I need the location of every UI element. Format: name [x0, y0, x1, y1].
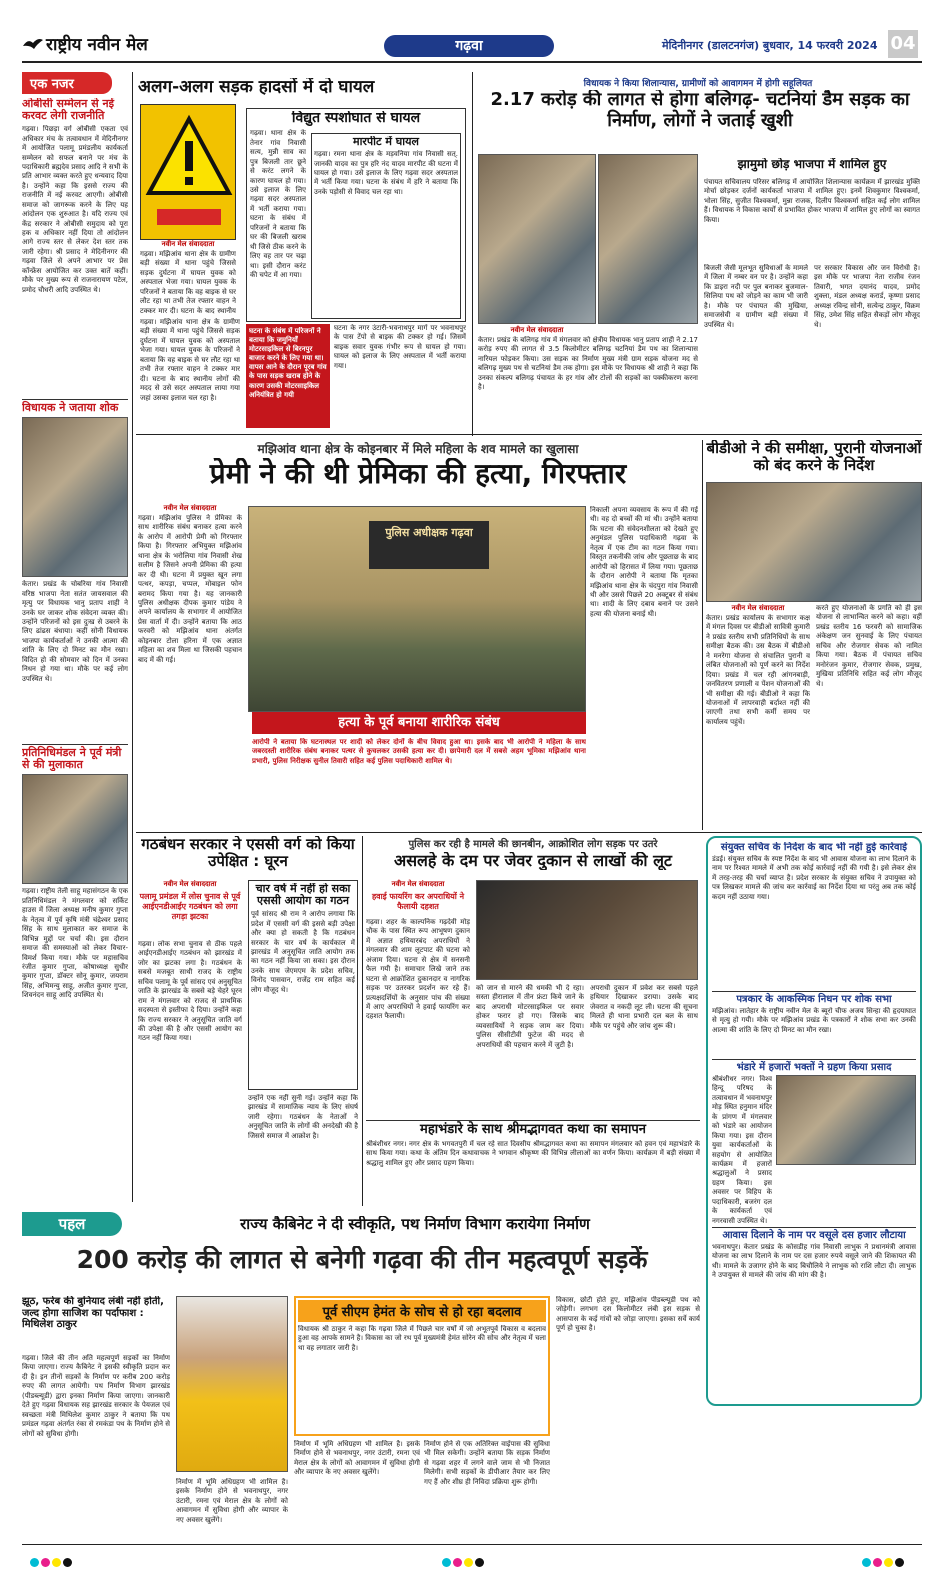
- accident-redbox-text: घटना के संबंध में परिजनों ने बताया कि जमुनियाँ मोटरसाइकिल से बिरनपुर बाजार करने के लिए गया था। वापस आने के दौरान पूरब गांव के पास सड़क खराब होने के कारण उसकी मोटरसाइकिल अनियंत्रित हो गयी: [249, 327, 327, 399]
- accident-byline: नवीन मेल संवाददाता: [161, 240, 215, 248]
- swatch-yellow-icon: [464, 1558, 473, 1567]
- bdo-body2: करते हुए योजनाओं के प्रगति को ही इस योजना से लाभान्वित करने को कहा। वहीं प्रखंड स्तरीय 16 फरवरी को सामाजिक अंकेक्षण जन सुनवाई के लिए पंचायत सचिव और रोजगार सेवक को नामित किया गया। बैठक में पंचायत सचिव मनोरंजन कुमार, रोजगार सेवक, प्रमुख, मुखिया प्रतिनिधि सहित कई लोग मौजूद थे।: [816, 604, 922, 688]
- alliance-subhead: पलामू प्रमंडल में लोस चुनाव से पूर्व आईएनडीआईए गठबंधन को लगा तगड़ा झटका: [139, 892, 241, 921]
- condolence-headline: विधायक ने जताया शोक: [22, 399, 128, 414]
- murder-caption: आरोपी ने बताया कि घटनास्थल पर शादी को लेकर दोनों के बीच विवाद हुआ था। इसके बाद भी आरोपी ने महिला के साथ जबरदस्ती शारीरिक संबंध बनाकर पत्थर से कुचलकर उसकी हत्या कर दी। छापेमारी दल में सबसे अहम भूमिका मझिआंव थाना प्रभारी, पुलिस निरीक्षक सुनील तिवारी सहित कई पुलिस पदाधिकारी शामिल थे।: [252, 738, 586, 765]
- condolence-meet-headline: पत्रकार के आकस्मिक निधन पर शोक सभा: [712, 991, 916, 1005]
- bhandara-row: [712, 1075, 916, 1225]
- beat-headline: मारपीट में घायल: [353, 136, 419, 148]
- registration-marks-center: [442, 1552, 486, 1571]
- electric-box: [246, 108, 466, 322]
- alliance-box-headline: चार वर्ष में नहीं हो सका एससी आयोग का गठन: [255, 883, 351, 908]
- page-number: 04: [888, 30, 918, 58]
- accident-body3: गढ़वा। मझिआंव थाना क्षेत्र के ग्रामीण बड़ी संख्या में थाना पहुंचे जिससे सड़क दुर्घटना में घायल युवक को अस्पताल भेजा गया। घायल युवक के परिजनों ने बताया कि वह बाइक से घर लौट रहा था तभी तेज रफ्तार वाहन ने टक्कर मार दी। घटना के बाद स्थानीय लोगों की मदद से उसे सदर अस्पताल लाया गया जहां उसका इलाज चल रहा है।: [140, 318, 240, 402]
- robbery-kicker: पुलिस कर रही है मामले की छानबीन, आक्रोशित लोग सड़क पर उतरे: [408, 839, 658, 850]
- bdo-body: केतार। प्रखंड कार्यालय के सभागार कक्ष में मंगल दिवस पर बीडीओ सावित्री कुमारी ने प्रखंड स्तरीय सभी प्रतिनिधियों के साथ समीक्षा बैठक की। उस बैठक में बीडीओ ने मनरेगा योजना से संचालित पुरानी व लंबित योजनाओं को पूर्ण करने का निर्देश दिया। प्रखंड में चल रही आंगनबाड़ी, जनवितरण प्रणाली व पेंशन योजनाओं की भी समीक्षा की गई। बीडीओ ने कहा कि योजनाओं में लापरवाही बर्दाश्त नहीं की जाएगी तथा सभी कर्मी समय पर कार्यालय पहुंचें।: [706, 614, 810, 726]
- alliance-box: [248, 880, 358, 1090]
- alliance-divider: [362, 836, 363, 1206]
- bhagwat-headline: महाभंडारे के साथ श्रीमद्भागवत कथा का समापन: [366, 1120, 700, 1138]
- beat-body: गढ़वा। रमना थाना क्षेत्र के मड़वनिया गांव निवासी सत्. जानकी यादव का पुत्र हरि नंद यादव मारपीट की घटना में घायल हो गया। उसे इलाज के लिए गढ़वा सदर अस्पताल में भर्ती किया गया। घटना के संबंध में हरि ने बताया कि उनके पड़ोसी से विवाद चल रहा था।: [314, 150, 458, 196]
- road-body: केतार। प्रखंड के बलिगढ़ गांव में मंगलवार को क्षेत्रीय विधायक भानु प्रताप शाही ने 2.17 करोड़ रुपए की लागत से 3.5 किलोमीटर बलिगढ़ चटनियां डैम पथ का शिलान्यास नारियल फोड़कर किया। उस सड़क का निर्माण मुख्य मंत्री ग्राम सड़क योजना मद से बलिगढ़ मुख्य पथ से चटनियां डैम तक होगा। इस मौके पर विधायक श्री शाही ने कहा कि उनका संकल्प बलिगढ़ पंचायत के हर गांव और टोलों की सड़कों का पक्कीकरण करना है।: [478, 336, 698, 392]
- section-name: गढ़वा: [455, 38, 483, 54]
- bdo-photo: [706, 482, 922, 602]
- murder-body-right: निकाली अपना व्यवसाय के रूप में की गई थी। वह दो बच्चों की मां थी। उन्होंने बताया कि घटना की संवेदनशीलता को देखते हुए अनुमंडल पुलिस पदाधिकारी गढ़वा के नेतृत्व में एक टीम का गठन किया गया। विस्तृत तकनीकी जांच और पूछताछ के बाद आरोपी को हिरासत में लिया गया। पूछताछ के दौरान आरोपी ने बताया कि मृतका मझिआंव थाना क्षेत्र के चंदपुरा गांव निवासी थी और उससे पिछले 20 अक्टूबर से संबंध था। शादी के लिए दबाव बनाने पर उसने हत्या की योजना बनाई थी।: [590, 506, 698, 618]
- condolence-body: केतार। प्रखंड के चोबरिया गांव निवासी वरिष्ठ भाजपा नेता सतंत जायसवाल की मृत्यु पर विधायक भानु प्रताप शाही ने उनके घर जाकर शोक संवेदना व्यक्त की। उन्होंने परिजनों को इस दुःख से उबरने के लिए ढांढस बंधाया। कहीं सोनी विधायक भाजपा कार्यकर्ताओं ने उनकी आत्मा की शांति के लिए दो मिनट का मौन रखा। विदित हो की सोमवार को दिन में उनका निधन हो गया था। मौके पर कई लोग उपस्थित थे।: [22, 580, 128, 683]
- swatch-magenta-icon: [873, 1558, 882, 1567]
- accident-redbox: [246, 324, 330, 428]
- bdo-headline: बीडीओ ने की समीक्षा, पुरानी योजनाओं को बंद करने के निर्देश: [706, 440, 922, 475]
- hemant-box: [294, 1296, 550, 1436]
- electric-headline: विद्युत स्पर्शाघात से घायल: [291, 111, 421, 126]
- ek-nazar-tag: एक नजर: [22, 72, 112, 94]
- bhandara-photo: [776, 1075, 916, 1165]
- paper-name: राष्ट्रीय नवीन मेल: [46, 35, 148, 55]
- beat-box: [311, 133, 461, 319]
- robbery-photo: [476, 880, 698, 980]
- alliance-headline: गठबंधन सरकार ने एससी वर्ग को किया उपेक्षित : घूरन: [141, 836, 355, 871]
- road-kicker: विधायक ने किया शिलान्यास, ग्रामीणों को आवागमन में होगी सहूलियत: [583, 79, 813, 89]
- swatch-cyan-icon: [862, 1558, 871, 1567]
- registration-marks-right: [862, 1552, 906, 1571]
- registration-marks: [30, 1552, 74, 1571]
- alliance-body: गढ़वा। लोक सभा चुनाव से ठीक पहले आईएनडीआईए गठबंधन को झारखंड में जोर का झटका लगा है। गठबंधन के सबसे मजबूत साथी राजद के राष्ट्रीय सचिव पलामू के पूर्व सांसद एवं अनुसूचित जाति के झारखंड के सबसे बड़े चेहरे घूरन राम ने मंगलवार को राजद से प्राथमिक सदस्यता से इस्तीफा दे दिया। उन्होंने कहा कि राज्य सरकार ने अनुसूचित जाति वर्ग की उपेक्षा की है और एससी आयोग का गठन नहीं किया गया।: [138, 940, 242, 1043]
- murder-press-photo: [248, 506, 586, 712]
- road-headline: 2.17 करोड़ की लागत से होगा बलिगढ़- चटनियां डैम सड़क का निर्माण, लोगों ने जताई खुशी: [490, 90, 910, 131]
- housing-headline: आवास दिलाने के नाम पर वसूले दस हजार लौटाया: [712, 1227, 916, 1241]
- obc-headline: ओबीसी सम्मेलन से नई करवट लेगी राजनीति: [22, 98, 114, 123]
- section-badge: [384, 35, 554, 57]
- pahal-label: पहल: [58, 1215, 86, 1233]
- swatch-yellow-icon: [884, 1558, 893, 1567]
- murder-body-left: गढ़वा। मझिआंव पुलिस ने प्रेमिका के साथ शारीरिक संबंध बनाकर हत्या करने के आरोप में आरोपी प्रेमी को गिरफ्तार किया है। गिरफ्तार अभियुक्त मझिआंव थाना क्षेत्र के भरोलिया गांव निवासी शेख सलीम है जिसने अपनी प्रेमिका की हत्या कर दी थी। घटना में प्रयुक्त खून लगा पत्थर, कपड़ा, चप्पल, मोबाइल फोन बरामद किया गया है। यह जानकारी पुलिस अधीक्षक दीपक कुमार पांडेय ने अपने कार्यालय के सभागार में आयोजित प्रेस वार्ता में दी। उन्होंने बताया कि आठ फरवरी को मझिआंव थाना अंतर्गत कोइनबार टोला हरिना में एक अज्ञात महिला का शव मिला था जिसकी पहचान बाद में की गई।: [138, 514, 242, 664]
- mid-section-rule: [136, 832, 922, 833]
- delegation-headline: प्रतिनिधिमंडल ने पूर्व मंत्री से की मुलाकात: [22, 744, 128, 771]
- pahal-tag: [22, 1212, 122, 1236]
- alliance-body2: उन्होंने एक नहीं सुनी गई। उन्होंने कहा कि झारखंड में सामाजिक न्याय के लिए संघर्ष जारी रहेगा। गठबंधन के नेताओं ने अनुसूचित जाति के लोगों की अनदेखी की है जिससे समाज में आक्रोश है।: [248, 1094, 358, 1140]
- road-body3: पर सरकार विकास और जन विरोधी है। इस मौके पर भाजपा नेता राजीव रंजन तिवारी, भगत दयानंद यादव, प्रमोद शुक्ला, मंडल अध्यक्ष करार्ड, कृष्णा प्रसाद अध्यक्ष रविन्द्र सोनी, सत्येन्द्र ठाकुर, विक्रम सिंह, उमेश सिंह सहित सैकड़ों लोग मौजूद थे।: [814, 264, 920, 329]
- bdo-byline: नवीन मेल संवाददाता: [731, 604, 785, 612]
- accident-body: गढ़वा। मझिआंव थाना क्षेत्र के ग्रामीण बड़ी संख्या में थाना पहुंचे जिससे सड़क दुर्घटना में घायल युवक को अस्पताल भेजा गया। घायल युवक के परिजनों ने बताया कि वह बाइक से घर लौट रहा था तभी तेज रफ्तार वाहन ने टक्कर मार दी। घटना के बाद स्थानीय: [140, 250, 236, 314]
- road-details: निर्माण में भूमि अधिग्रहण भी शामिल है। इसके निर्माण होने से भवनाथपुर, नगर उंटारी, रमना एवं मेराल क्षेत्र के लोगों को आवागमन में सुविधा होगी और व्यापार के नए अवसर खुलेंगे।: [176, 1478, 288, 1524]
- left-column: [22, 72, 128, 1202]
- robbery-body: गढ़वा। शहर के काल्पनिक गढ़देवी मोड़ चौक के पास स्थित रूप आभूषण दुकान में अज्ञात हथियारबंद अपराधियों ने मंगलवार की शाम लूटपाट की घटना को अंजाम दिया। घटना से क्षेत्र में सनसनी फैल गयी है। समाचार लिखे जाने तक घटना से आक्रोशित दुकानदार व नागरिक सड़क पर उतरकर प्रदर्शन कर रहे हैं। प्रत्यक्षदर्शियों के अनुसार पांच की संख्या में आए अपराधियों ने हवाई फायरिंग कर दहशत फैलायी।: [366, 918, 470, 1021]
- top-center-divider: [472, 72, 473, 436]
- hemant-box-headline: पूर्व सीएम हेमंत के सोच से हो रहा बदलाव: [298, 1300, 546, 1322]
- road-photo-2: [598, 154, 698, 324]
- jmm-headline: झामुमो छोड़ भाजपा में शामिल हुए: [737, 158, 887, 171]
- jointsec-body: डंडई। संयुक्त सचिव के स्पष्ट निर्देश के बाद भी आवास योजना का लाभ दिलाने के नाम पर रिश्वत मामले में अभी तक कोई कार्रवाई नहीं की गयी है। इसे लेकर क्षेत्र में तरह-तरह की चर्चा व्याप्त है। प्रदेश सरकार के संयुक्त सचिव ने उपायुक्त को पत्र लिखकर मामले की जांच कर कार्रवाई का निर्देश दिया था परंतु अब तक कोई कदम नहीं उठाया गया।: [712, 855, 916, 901]
- accident-body2: घटना के नगर उंटारी-भवनाथपुर मार्ग पर भवनाथपुर के पास टेंपो से बाइक की टक्कर हो गई। जिसमें बाइक सवार युवक गंभीर रूप से घायल हो गया। घायल को इलाज के लिए अस्पताल में भर्ती कराया गया।: [334, 324, 466, 370]
- road-body2: बिजली जैसी मूलभूत सुविधाओं के मामले में जिला में नम्बर वन पर है। उन्होंने कहा कि डाइरा नदी पर पुल बनाकर बुजमाल-सिलिया पथ को जोड़ने का काम भी जारी है। मौके पर पंचायत की मुखिया, समाजसेवी व ग्रामीण बड़ी संख्या में उपस्थित थे।: [704, 264, 808, 329]
- swatch-cyan-icon: [30, 1558, 39, 1567]
- thakur-photo: [176, 1296, 288, 1472]
- bhandara-headline: भंडारे में हजारों भक्तों ने ग्रहण किया प्रसाद: [712, 1059, 916, 1073]
- thakur-body: गढ़वा। जिले की तीन अति महत्वपूर्ण सड़कों का निर्माण किया जाएगा। राज्य कैबिनेट ने इसकी स्वीकृति प्रदान कर दी है। इन तीनों सड़कों के निर्माण पर करीब 200 करोड़ रुपए की लागत आयेगी। पथ निर्माण विभाग झारखंड (पीडब्ल्यूडी) द्वारा इनका निर्माण किया जाएगा। जानकारी देते हुए गढ़वा विधायक सह झारखंड सरकार के पेयजल एवं स्वच्छता मंत्री मिथिलेश कुमार ठाकुर ने बताया कि पथ प्रमंडल गढ़वा अंतर्गत रंका से रमकंडा पथ के निर्माण होने से लोगों को सुविधा होगी।: [22, 1354, 170, 1438]
- jointsec-headline: संयुक्त सचिव के निर्देश के बाद भी नहीं हुई कार्रवाई: [720, 842, 908, 853]
- swatch-magenta-icon: [41, 1558, 50, 1567]
- accident-warning-icon: [140, 104, 236, 240]
- swatch-yellow-icon: [52, 1558, 61, 1567]
- robbery-body3: अपराधी दुकान में प्रवेश कर सबसे पहले हथियार दिखाकर डराया। उसके बाद जेवरात व नकदी लूट ली। घटना की सूचना मिलते ही थाना प्रभारी दल बल के साथ मौके पर पहुंचे और जांच शुरू की।: [590, 984, 698, 1030]
- bottom-body-mid: निर्माण में भूमि अधिग्रहण भी शामिल है। इसके निर्माण होने से भवनाथपुर, नगर उंटारी, रमना एवं मेराल क्षेत्र के लोगों को आवागमन में सुविधा होगी और व्यापार के नए अवसर खुलेंगे।: [294, 1440, 420, 1477]
- road-byline: नवीन मेल संवाददाता: [510, 326, 564, 334]
- masthead: [22, 30, 922, 74]
- bottom-kicker: राज्य कैबिनेट ने दी स्वीकृति, पथ निर्माण विभाग करायेगा निर्माण: [240, 1216, 590, 1233]
- murder-headline: प्रेमी ने की थी प्रेमिका की हत्या, गिरफ्तार: [209, 458, 627, 490]
- swatch-magenta-icon: [453, 1558, 462, 1567]
- swatch-black-icon: [63, 1558, 72, 1567]
- electric-body: गढ़वा। थाना क्षेत्र के तेनार गांव निवासी सत्य, मुन्नी साव का पुत्र बिजली तार छूने से करंट लगने के कारण घायल हो गया। उसे इलाज के लिए गढ़वा सदर अस्पताल में भर्ती कराया गया। घटना के संबंध में परिजनों ने बताया कि घर की बिजली खराब थी जिसे ठीक करने के लिए वह तार पर चढ़ा था। इसी दौरान करंट की चपेट में आ गया।: [250, 129, 306, 279]
- delegation-photo: [22, 774, 128, 884]
- robbery-byline: नवीन मेल संवाददाता: [391, 880, 445, 888]
- alliance-box-body: पूर्व सांसद श्री राम ने आरोप लगाया कि प्रदेश में एससी वर्ग की इससे बड़ी उपेक्षा और क्या हो सकती है कि गठबंधन सरकार के चार वर्ष के कार्यकाल में झारखंड में अनुसूचित जाति आयोग तक का गठन नहीं किया जा सका। इस दौरान उनके साथ जेएमएम के प्रदेश सचिव, विनोद पासवान, राजेंद्र राम सहित कई लोग मौजूद थे।: [251, 910, 355, 994]
- jmm-body: पंचायत सचिवालय परिसर बलिगढ़ में आयोजित शिलान्यास कार्यक्रम में झारखंड मुक्ति मोर्चा छोड़कर दर्जनों कार्यकर्ता भाजपा में शामिल हुए। इनमें शिवकुमार विश्वकर्मा, भोला सिंह, सुजीत विश्वकर्मा, मुन्ना राजक, दिलीप विश्वकर्मा सहित कई लोग शामिल हैं। विधायक ने विकास कार्यों से प्रभावित होकर भाजपा में शामिल हुए लोगों का स्वागत किया।: [704, 178, 920, 224]
- bottom-body-right2: निर्माण होने से एक अतिरिक्त वाईपास की सुविधा भी मिल सकेगी। उन्होंने बताया कि सड़क निर्माण से गढ़वा शहर में लगने वाले जाम से भी निजात मिलेगी। सभी सड़कों के डीपीआर तैयार कर लिए गए हैं और शीघ्र ही निविदा प्रक्रिया शुरू होगी।: [424, 1440, 550, 1486]
- robbery-body2: को जान से मारने की धमकी भी दे रहा। सस्ता हीरालाल में तीन फ्रंटा किये जाने के बाद अपराधी मोटरसाइकिल पर सवार होकर फरार हो गए। जिसके बाद व्यवसायियों ने सड़क जाम कर दिया। पुलिस सीसीटीवी फुटेज की मदद से अपराधियों की पहचान करने में जुटी है।: [476, 984, 584, 1049]
- dateline: मेदिनीनगर (डालटनगंज) बुधवार, 14 फरवरी 2024: [662, 39, 878, 52]
- right-lower-column: [706, 836, 922, 1406]
- obc-body: गढ़वा। पिछड़ा वर्ग ओबीसी एकता एवं अधिकार मंच के तत्वावधान में मेदिनीनगर में आयोजित पलामू प्रमंडलीय कार्यकर्ता सम्मेलन को सफल बनाने पर मंच के पदाधिकारी ब्रह्मदेव प्रसाद आदि ने सभी के प्रति आभार व्यक्त करते हुए धन्यवाद दिया है। उन्होंने कहा कि इससे राज्य की राजनीति में नई करवट आएगी। ओबीसी समाज को जागरूक करने के लिए यह आंदोलन एक शुरुआत है। यदि राज्य एवं केंद्र सरकार ने ओबीसी समुदाय को पूरा हक व अधिकार नहीं दिया तो आंदोलन आगे राज्य स्तर से लेकर देश स्तर तक जारी रहेगा। श्री प्रसाद ने मेदिनीनगर की गढ़वा जिले से अपने आभार पर प्रेस कॉन्फ्रेंस आयोजित कर उक्त बातें कहीं। मौके पर मुख्य रूप से राजनारायण पटेल, प्रमोद चौधरी आदि उपस्थित थे।: [22, 125, 128, 294]
- swatch-black-icon: [475, 1558, 484, 1567]
- murder-divider: [702, 440, 703, 830]
- housing-body: भवनाथपुर। केतार प्रखंड के कोसडीह गांव निवासी लाभुक ने प्रधानमंत्री आवास योजना का लाभ दिलाने के नाम पर दस हजार रुपये वसूले जाने की शिकायत की थी। मामले के उजागर होने के बाद बिचौलिये ने लाभुक को राशि लौटा दी। लाभुक ने उपायुक्त से मामले की जांच की मांग की है।: [712, 1243, 916, 1280]
- condolence-meet-body: मझिआंव। लातेहार के राष्ट्रीय नवीन मेल के ब्यूरो चीफ अजय सिन्हा की हृदयाघात से मृत्यु हो गयी। मौके पर मझिआंव प्रखंड के पत्रकारों ने शोक सभा कर उनकी आत्मा की शांति के लिए दो मिनट का मौन रखा।: [712, 1007, 916, 1034]
- footer-rule: [22, 1544, 922, 1545]
- hemant-box-body: विधायक श्री ठाकुर ने कहा कि गढ़वा जिले में पिछले चार वर्षों में जो अभूतपूर्व विकास व बदलाव हुआ वह आपके सामने है। विकास का जो रथ पूर्व मुख्यमंत्री हेमंत सोरेन की सोच और नेतृत्व में चला था वह लगातार जारी है।: [298, 1325, 546, 1352]
- swatch-cyan-icon: [442, 1558, 451, 1567]
- murder-banner: हत्या के पूर्व बनाया शारीरिक संबंध: [252, 712, 586, 734]
- bird-logo-icon: [22, 36, 44, 52]
- accident-headline: अलग-अलग सड़क हादसों में दो घायल: [138, 78, 375, 97]
- robbery-subhead: हवाई फायरिंग कर अपराधियों ने फैलायी दहशत: [371, 892, 465, 911]
- condolence-photo: [22, 417, 128, 577]
- masthead-rule: [22, 61, 922, 63]
- thakur-headline: झूठ, फरेब की बुनियाद लंबी नहीं होती, जल्द होगा साजिश का पर्दाफाश : मिथिलेश ठाकुर: [22, 1296, 164, 1330]
- police-board: पुलिस अधीक्षक गढ़वा: [369, 521, 489, 569]
- bottom-headline: 200 करोड़ की लागत से बनेगी गढ़वा की तीन महत्वपूर्ण सड़कें: [76, 1246, 648, 1274]
- bottom-body-right: विकास, छोटी होते हुए, मझिआंव पीडब्ल्यूडी पथ को जोड़ेगी। लगभग दस किलोमीटर लंबी इस सड़क से आसपास के कई गांवों को जोड़ा जाएगा। इसका सर्वे कार्य पूर्ण हो चुका है।: [556, 1296, 700, 1333]
- murder-byline: नवीन मेल संवाददाता: [163, 504, 217, 512]
- alliance-byline: नवीन मेल संवाददाता: [163, 880, 217, 888]
- robbery-headline: असलहे के दम पर जेवर दुकान से लाखों की लूट: [393, 852, 672, 870]
- road-photo-1: [478, 154, 596, 324]
- bhandara-body: श्रीबंशीधर नगर। विश्व हिन्दू परिषद के तत्वावधान में भवनाथपुर मोड़ स्थित हनुमान मंदिर के प्रांगण में मंगलवार को भंडारे का आयोजन किया गया। इस दौरान युवा कार्यकर्ताओं के सहयोग से आयोजित कार्यक्रम में हजारों श्रद्धालुओं ने प्रसाद ग्रहण किया। इस अवसर पर विहिप के पदाधिकारी, बजरंग दल के कार्यकर्ता एवं नगरवासी उपस्थित थे।: [712, 1075, 772, 1225]
- top-section-rule: [136, 434, 922, 435]
- left-column-divider: [132, 72, 133, 1202]
- swatch-black-icon: [895, 1558, 904, 1567]
- murder-kicker: मझिआंव थाना क्षेत्र के कोइनबार में मिले महिला के शव मामले का खुलासा: [257, 442, 579, 456]
- bhagwat-body: श्रीबंशीधर नगर। नगर क्षेत्र के भगवतपुरी में चल रहे सात दिवसीय श्रीमद्भागवत कथा का समापन मंगलवार को हवन एवं महाभंडारे के साथ किया गया। कथा के अंतिम दिन कथावाचक ने भगवान श्रीकृष्ण की विभिन्न लीलाओं का वर्णन किया। कार्यक्रम में बड़ी संख्या में श्रद्धालु शामिल हुए और प्रसाद ग्रहण किया।: [366, 1140, 700, 1167]
- delegation-body: गढ़वा। राष्ट्रीय तेली साहू महासंगठन के एक प्रतिनिधिमंडल ने मंगलवार को सर्किट हाउस में जिला अध्यक्ष मनीष कुमार गुप्ता के नेतृत्व में पूर्व कृषि मंत्री चंद्रेश्वर प्रसाद सिंह के साथ मुलाकात कर समाज के विभिन्न मुद्दों पर चर्चा की। इस दौरान समाज की समस्याओं को लेकर विचार-विमर्श किया गया। मौके पर महासचिव रंजीत कुमार गुप्ता, कोषाध्यक्ष सुधीर कुमार गुप्ता, डॉक्टर सोनू कुमार, जयराम सिंह, अभिमन्यु साहू, अजीत कुमार गुप्ता, शिवनंदन साहू आदि उपस्थित थे।: [22, 887, 128, 1000]
